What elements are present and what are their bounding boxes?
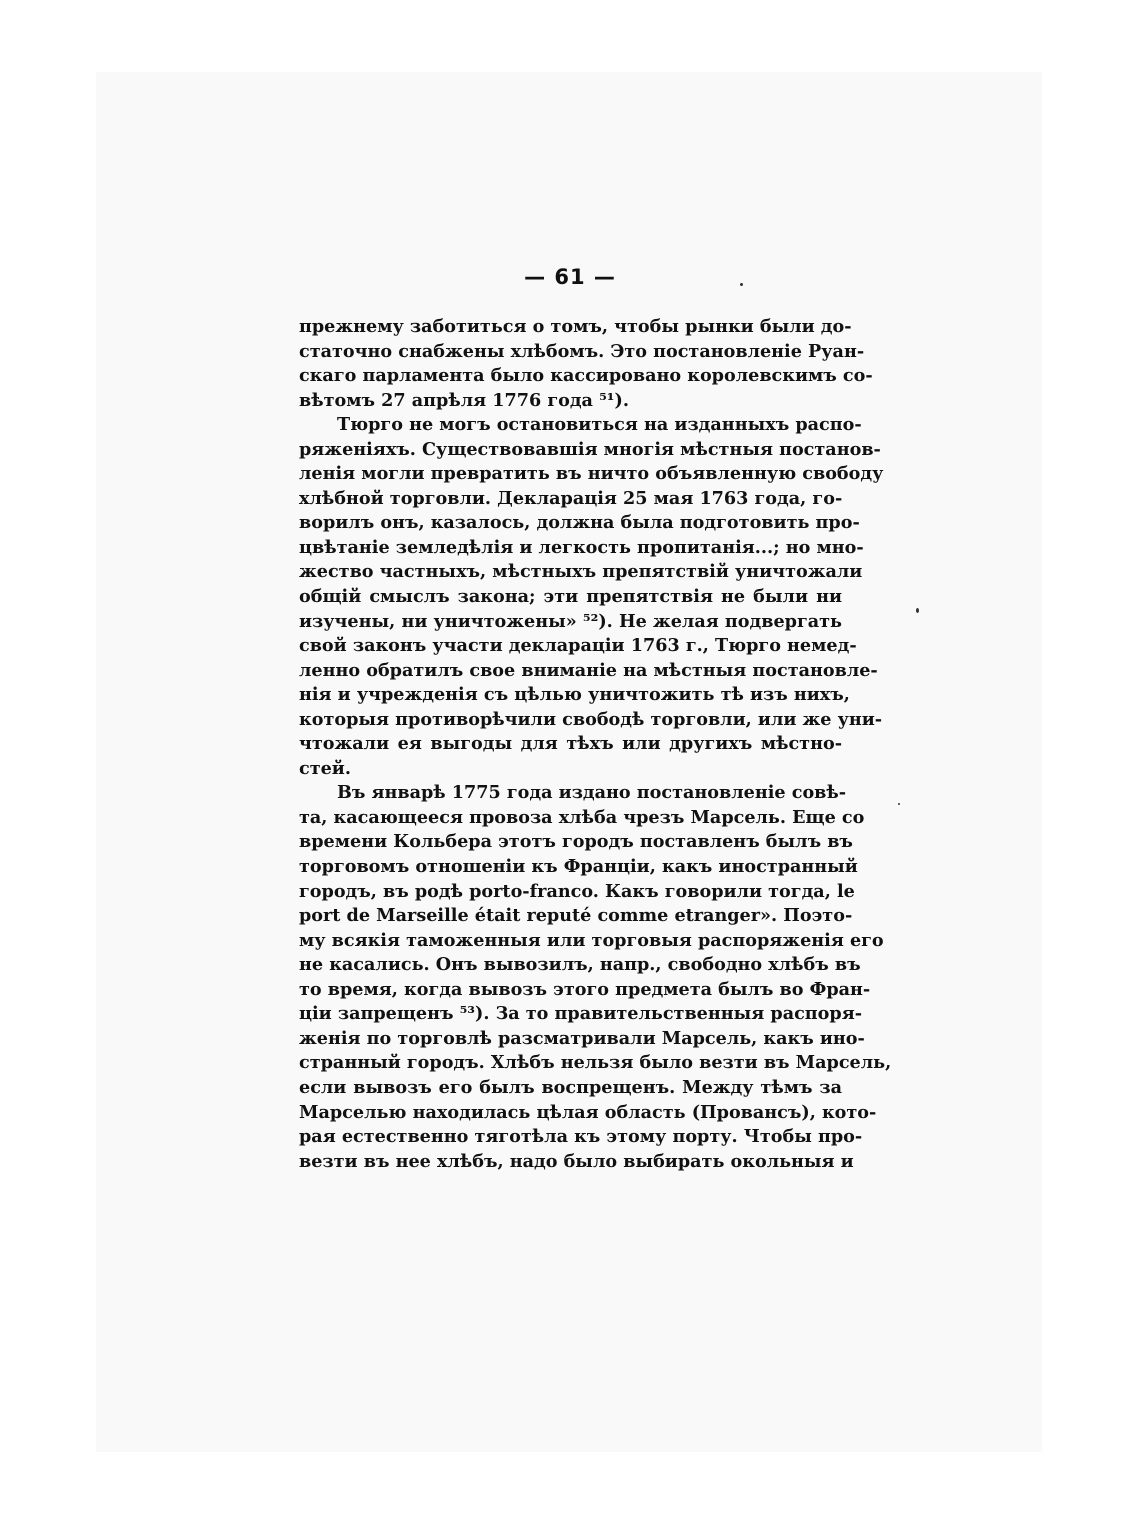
text-line: вѣтомъ 27 апрѣля 1776 года ⁵¹). xyxy=(299,389,629,411)
text-line: му всякія таможенныя или торговыя распоряженія его xyxy=(299,929,884,951)
text-line: цвѣтаніе земледѣлія и легкость пропитанія...; но мно- xyxy=(299,536,864,558)
text-line: Тюрго не могъ остановиться на изданныхъ распо- xyxy=(337,414,862,436)
scan-speck xyxy=(916,608,919,613)
text-line: Марселью находилась цѣлая область (Провансъ), кото- xyxy=(299,1101,877,1123)
text-line: городъ, въ родѣ porto-franco. Какъ говорили тогда, le xyxy=(299,880,855,902)
scan-speck xyxy=(898,803,900,805)
text-line: женія по торговлѣ разсматривали Марсель, какъ ино- xyxy=(299,1027,865,1049)
text-line: port de Marseille était reputé comme etranger». Поэто- xyxy=(299,905,853,927)
text-line: хлѣбной торговли. Декларація 25 мая 1763 года, го- xyxy=(299,487,843,509)
text-line: странный городъ. Хлѣбъ нельзя было везти въ Марсель, xyxy=(299,1052,892,1074)
text-line: прежнему заботиться о томъ, чтобы рынки были до- xyxy=(299,316,852,337)
text-line: стей. xyxy=(299,757,351,779)
text-line: свой законъ участи деклараціи 1763 г., Тюрго немед- xyxy=(299,635,857,657)
text-line: жество частныхъ, мѣстныхъ препятствій уничтожали xyxy=(299,561,863,583)
text-line: если вывозъ его былъ воспрещенъ. Между тѣмъ за xyxy=(299,1076,842,1098)
text-line: торговомъ отношеніи къ Франціи, какъ иностранный xyxy=(299,856,858,878)
text-line: нія и учрежденія съ цѣлью уничтожить тѣ изъ нихъ, xyxy=(299,684,850,706)
text-line: ряженіяхъ. Существовавшія многія мѣстныя постанов- xyxy=(299,438,881,460)
paragraph xyxy=(299,315,873,413)
text-line: везти въ нее хлѣбъ, надо было выбирать окольныя и xyxy=(299,1150,854,1172)
paragraph xyxy=(299,781,892,1174)
scan-speck xyxy=(740,283,743,286)
text-line: ворилъ онъ, казалось, должна была подготовить про- xyxy=(299,512,860,534)
text-line: изучены, ни уничтожены» ⁵²). Не желая подвергать xyxy=(299,610,842,632)
text-line: Въ январѣ 1775 года издано постановленіе совѣ- xyxy=(337,782,847,804)
text-line: чтожали ея выгоды для тѣхъ или другихъ мѣстно- xyxy=(299,733,842,755)
page-number: — 61 — xyxy=(524,265,616,289)
text-line: та, касающееся провоза хлѣба чрезъ Марсель. Еще со xyxy=(299,806,865,828)
text-line: которыя противорѣчили свободѣ торговли, или же уни- xyxy=(299,708,883,730)
text-line: скаго парламента было кассировано королевскимъ со- xyxy=(299,365,873,387)
body-text xyxy=(299,315,892,1174)
text-line: то время, когда вывозъ этого предмета былъ во Фран- xyxy=(299,978,871,1000)
text-line: ленно обратилъ свое вниманіе на мѣстныя постановле- xyxy=(299,659,878,681)
text-line: рая естественно тяготѣла къ этому порту. Чтобы про- xyxy=(299,1126,863,1148)
text-line: общій смыслъ закона; эти препятствія не были ни xyxy=(299,586,842,608)
text-line: не касались. Онъ вывозилъ, напр., свободно хлѣбъ въ xyxy=(299,954,861,976)
text-line: ціи запрещенъ ⁵³). За то правительственныя распоря- xyxy=(299,1003,863,1025)
text-line: ленія могли превратить въ ничто объявленную свободу xyxy=(299,463,884,485)
text-line: времени Кольбера этотъ городъ поставленъ былъ въ xyxy=(299,831,853,853)
text-line: статочно снабжены хлѣбомъ. Это постановленіе Руан- xyxy=(299,340,865,362)
paragraph xyxy=(299,413,884,781)
